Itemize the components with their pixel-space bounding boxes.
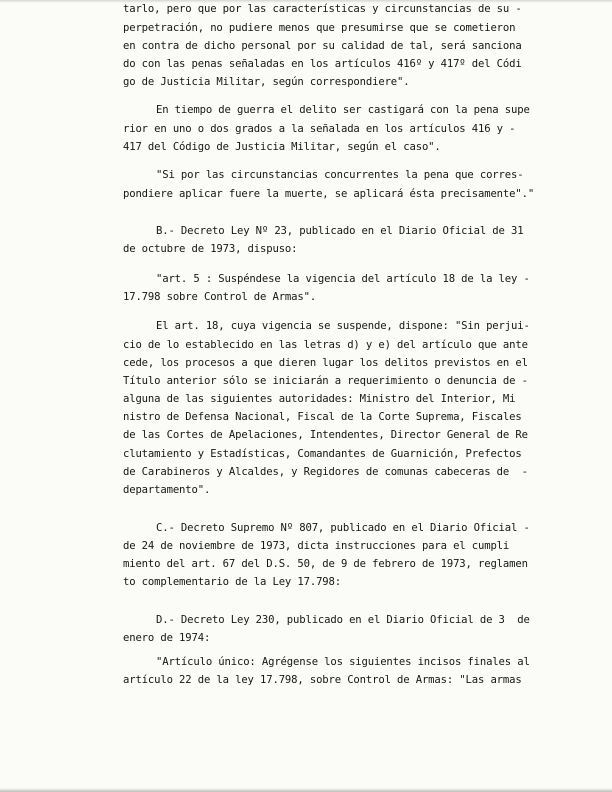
- text-line: de octubre de 1973, dispuso:: [123, 243, 298, 255]
- text-line: 17.798 sobre Control de Armas".: [123, 291, 317, 303]
- text-line: perpetración, no pudiere menos que presumirse que se cometieron: [123, 22, 516, 34]
- text-line: go de Justicia Militar, según correspondiere".: [123, 76, 410, 88]
- text-line: clutamiento y Estadísticas, Comandantes de Guarnición, Prefectos: [123, 448, 522, 460]
- text-line: nistro de Defensa Nacional, Fiscal de la Corte Suprema, Fiscales: [123, 411, 522, 423]
- text-line: 417 del Código de Justicia Militar, según el caso".: [123, 141, 441, 153]
- text-line: cio de lo establecido en las letras d) y e) del artículo que ante: [123, 339, 528, 351]
- text-line: de Carabineros y Alcaldes, y Regidores de comunas cabeceras de -: [123, 466, 528, 478]
- text-line: de las Cortes de Apelaciones, Intendentes, Director General de Re: [123, 429, 528, 441]
- text-line: do con las penas señaladas en los artículos 416º y 417º del Códi: [123, 58, 522, 70]
- text-line: rior en uno o dos grados a la señalada en los artículos 416 y -: [123, 123, 516, 135]
- text-line: Título anterior sólo se iniciarán a requerimiento o denuncia de -: [123, 375, 528, 387]
- text-line: "Si por las circunstancias concurrentes la pena que corres-: [156, 169, 524, 181]
- text-line: en contra de dicho personal por su calidad de tal, será sanciona: [123, 40, 522, 52]
- text-line: "Artículo único: Agrégense los siguientes incisos finales al: [156, 656, 530, 668]
- text-line: El art. 18, cuya vigencia se suspende, dispone: "Sin perjui-: [156, 320, 530, 332]
- section-heading-c: C.- Decreto Supremo Nº 807, publicado en el Diario Oficial -: [156, 522, 530, 534]
- text-line: to complementario de la Ley 17.798:: [123, 576, 341, 588]
- scan-edge-bottom: [0, 788, 612, 792]
- text-line: alguna de las siguientes autoridades: Ministro del Interior, Mi: [123, 393, 516, 405]
- text-line: miento del art. 67 del D.S. 50, de 9 de febrero de 1973, reglamen: [123, 558, 528, 570]
- text-line: pondiere aplicar fuere la muerte, se aplicará ésta precisamente".": [123, 188, 535, 200]
- text-line: departamento".: [123, 484, 211, 496]
- section-heading-d: D.- Decreto Ley 230, publicado en el Diario Oficial de 3 de: [156, 614, 530, 626]
- text-line: En tiempo de guerra el delito ser castigará con la pena supe: [156, 104, 530, 116]
- text-line: cede, los procesos a que dieren lugar los delitos previstos en el: [123, 357, 528, 369]
- text-line: enero de 1974:: [123, 632, 211, 644]
- section-heading-b: B.- Decreto Ley Nº 23, publicado en el Diario Oficial de 31: [156, 225, 524, 237]
- text-line: artículo 22 de la ley 17.798, sobre Control de Armas: "Las armas: [123, 674, 522, 686]
- text-line: de 24 de noviembre de 1973, dicta instrucciones para el cumpli: [123, 540, 510, 552]
- text-line: tarlo, pero que por las características y circunstancias de su -: [123, 3, 522, 15]
- text-line: "art. 5 : Suspéndese la vigencia del artículo 18 de la ley -: [156, 273, 530, 285]
